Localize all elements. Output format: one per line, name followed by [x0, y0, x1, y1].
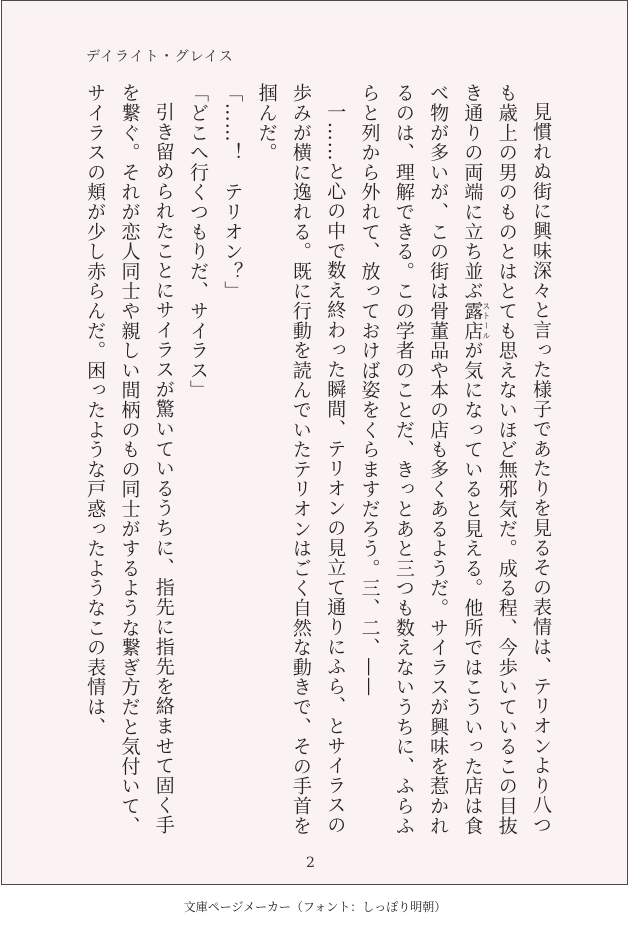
dialogue-1: 「……！ テリオン？」 [221, 83, 244, 301]
ruby-stall: 露店ストール [461, 300, 491, 341]
paragraph-2: 一……と心の中で数え終わった瞬間、テリオンの見立て通りにふら、とサイラスの歩みが横に逸れる。既に行動を読んでいたテリオンはごく自然な動きで、その手首を掴んだ。 [255, 83, 347, 836]
paragraph-5: 引き留められたことにサイラスが驚いているうちに、指先に指先を絡ませて固く手を繋ぐ。それが恋人同士や親しい間柄のもの同士がするような繋ぎ方だと気付いて、サイラスの頬が少し赤らんだ。困ったような戸惑ったようなこの表情は、 [84, 83, 175, 836]
page-number: 2 [306, 855, 315, 871]
book-page [1, 0, 628, 885]
paragraph-1: 見慣れぬ街に興味深々と言った様子であたりを見るその表情は、テリオンより八つも歳上の男のものとはとても思えないほど無邪気だ。成る程、今歩いているこの目抜き通りの両端に立ち並ぶ露店ストールが気になっていると見える。他所ではこういった店は食べ物が多いが、この街は骨董品や本の店も多くあるようだ。サイラスが興味を惹かれるのは、理解できる。この学者のことだ、きっとあと三つも数えないうちに、ふらふらと列から外れて、放っておけば姿をくらますだろう。三、二、—— [358, 83, 552, 836]
running-header: デイライト・グレイス [86, 49, 234, 65]
footer-credit: 文庫ページメーカー（フォント：しっぽり明朝） [183, 900, 447, 914]
vertical-text-body [78, 83, 558, 853]
dialogue-2: 「どこへ行くつもりだ、サイラス」 [187, 83, 210, 400]
